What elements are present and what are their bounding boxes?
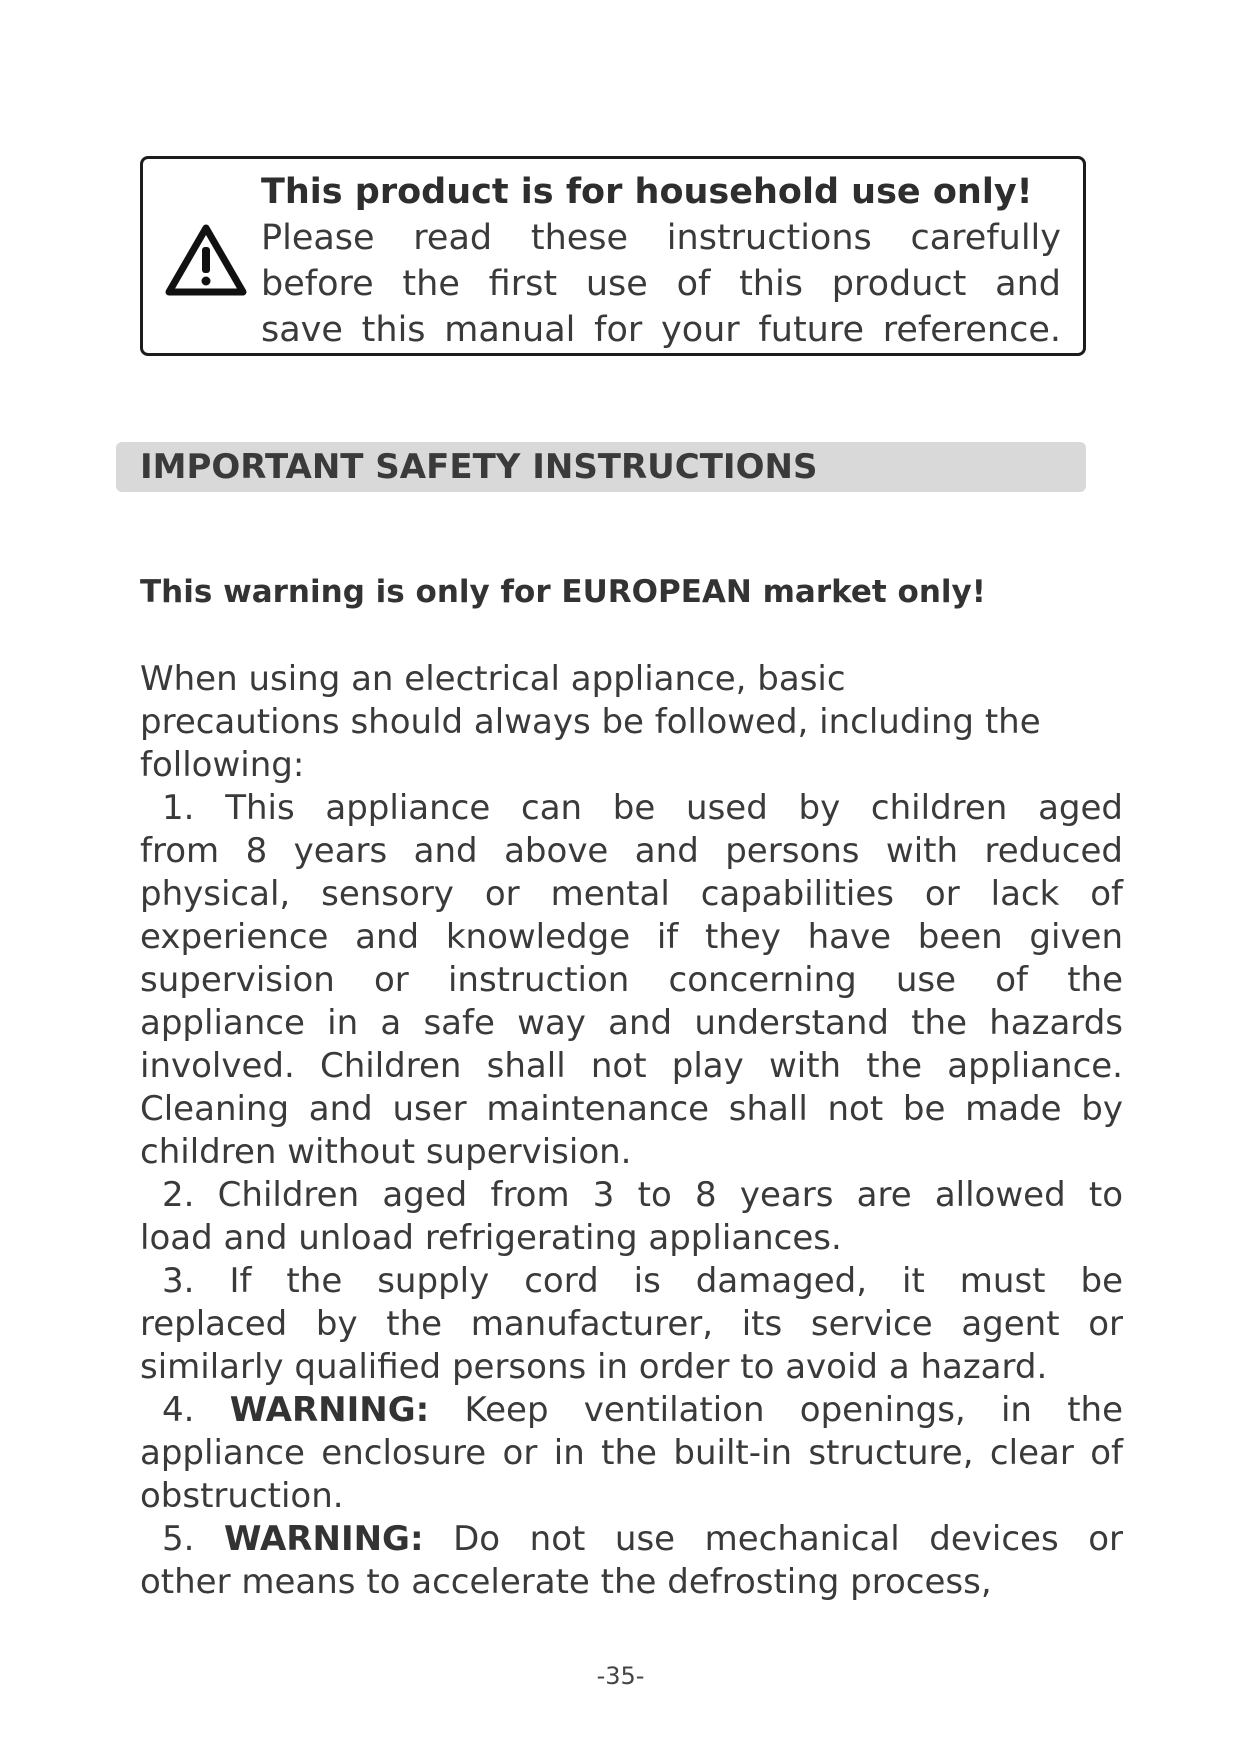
intro-rest: precautions should always be followed, including the following: bbox=[140, 702, 1041, 785]
item-rest: from 8 years and above and persons with reduced physical, sensory or mental capabilities or lack of experience and knowledge if they have been given supervision or instruction concerning use of the appliance in a safe way and understand the hazards involved. Children shall not play with the appliance. Cleaning and user maintenance shall not be made by children without supervision. bbox=[140, 831, 1123, 1172]
item-first-line-text: This appliance can be used by children aged bbox=[225, 788, 1123, 828]
item-number: 5. bbox=[162, 1519, 195, 1559]
item-rest: other means to accelerate the defrosting process, bbox=[140, 1562, 992, 1602]
warning-triangle-icon bbox=[165, 223, 247, 297]
notice-line: save this manual for your future reference. bbox=[261, 310, 1061, 350]
instruction-item bbox=[140, 1518, 1123, 1604]
item-rest: load and unload refrigerating appliances. bbox=[140, 1218, 842, 1258]
instruction-item bbox=[140, 787, 1123, 1174]
notice-text bbox=[261, 169, 1061, 353]
european-market-warning: This warning is only for EUROPEAN market only! bbox=[140, 574, 986, 610]
section-title: IMPORTANT SAFETY INSTRUCTIONS bbox=[140, 447, 818, 487]
item-number: 2. bbox=[162, 1175, 195, 1215]
item-first-line bbox=[140, 787, 1123, 830]
item-first-line-text: Keep ventilation openings, in the bbox=[464, 1390, 1123, 1430]
section-header-bar bbox=[116, 442, 1086, 492]
warning-keyword: WARNING: bbox=[229, 1390, 430, 1430]
item-number: 1. bbox=[162, 788, 195, 828]
item-first-line-text: Children aged from 3 to 8 years are allowed to bbox=[217, 1175, 1124, 1215]
item-number: 4. bbox=[162, 1390, 195, 1430]
item-rest: appliance enclosure or in the built-in structure, clear of obstruction. bbox=[140, 1433, 1123, 1516]
item-first-line-text: If the supply cord is damaged, it must be bbox=[229, 1261, 1124, 1301]
instruction-item bbox=[140, 1389, 1123, 1518]
notice-line: before the first use of this product and bbox=[261, 264, 1061, 304]
item-rest: replaced by the manufacturer, its service agent or similarly qualified persons in order to avoid a hazard. bbox=[140, 1304, 1123, 1387]
notice-title: This product is for household use only! bbox=[261, 172, 1033, 212]
household-notice-box bbox=[140, 156, 1086, 356]
item-first-line bbox=[140, 1518, 1123, 1561]
item-first-line-text: Do not use mechanical devices or bbox=[453, 1519, 1124, 1559]
notice-line: Please read these instructions carefully bbox=[261, 218, 1061, 258]
safety-instructions-body bbox=[140, 658, 1123, 1604]
page-number: -35- bbox=[596, 1662, 645, 1690]
item-first-line bbox=[140, 1174, 1123, 1217]
intro-paragraph bbox=[140, 658, 1123, 787]
item-first-line bbox=[140, 1260, 1123, 1303]
item-number: 3. bbox=[162, 1261, 195, 1301]
instruction-item bbox=[140, 1174, 1123, 1260]
intro-first-line: When using an electrical appliance, basic bbox=[140, 659, 846, 699]
warning-keyword: WARNING: bbox=[224, 1519, 424, 1559]
instruction-item bbox=[140, 1260, 1123, 1389]
item-first-line bbox=[140, 1389, 1123, 1432]
